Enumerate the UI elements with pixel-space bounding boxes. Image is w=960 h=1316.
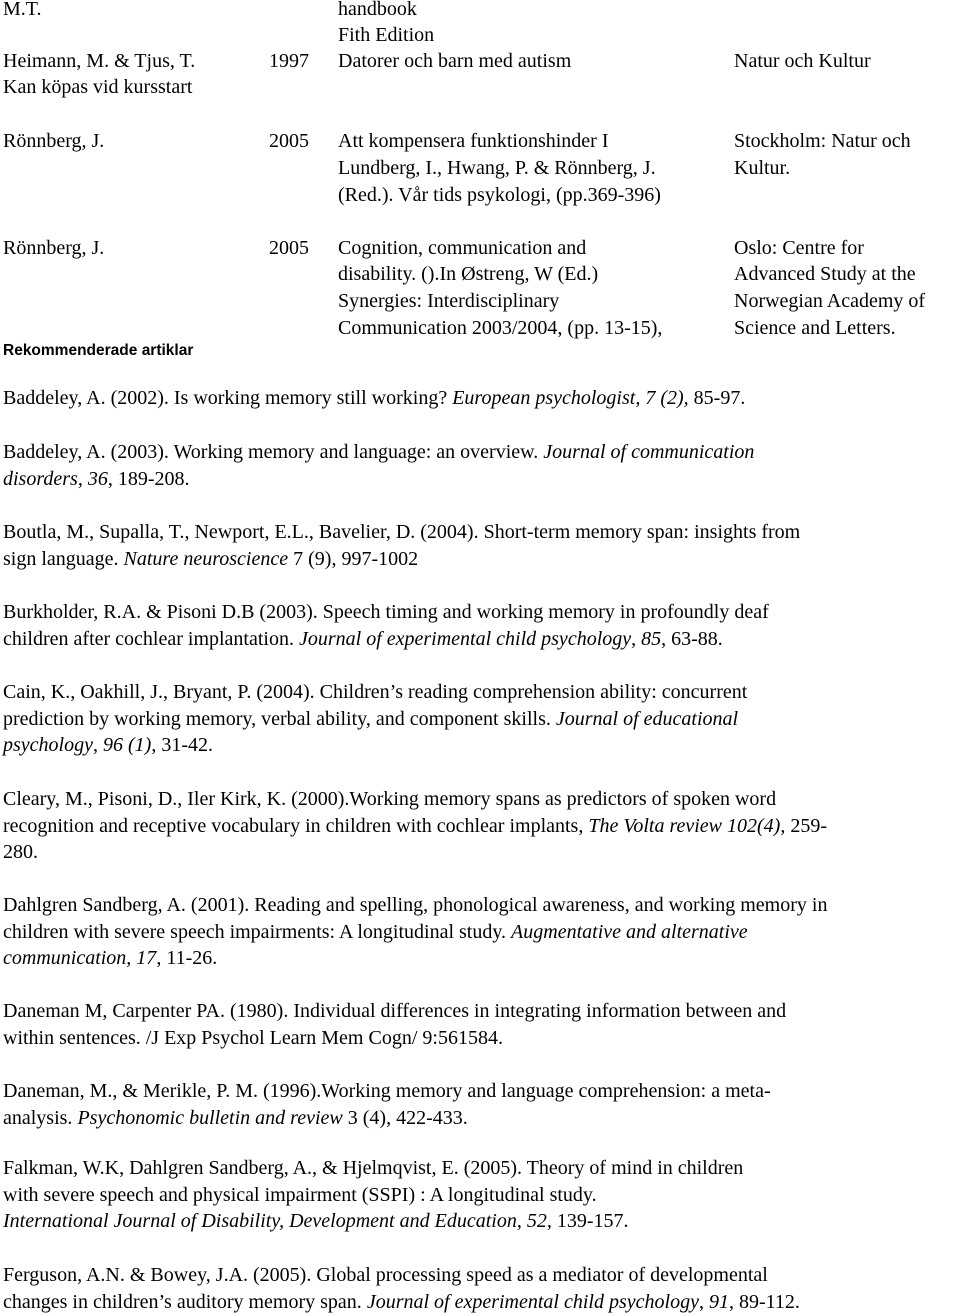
- title-line: (Red.). Vår tids psykologi, (pp.369-396): [338, 184, 661, 206]
- reference-text: Cleary, M., Pisoni, D., Iler Kirk, K. (2000).Working memory spans as predictors of spoken word: [3, 788, 777, 810]
- publisher-line: Kultur.: [734, 157, 791, 179]
- reference-text: Baddeley, A. (2003). Working memory and language: an overview.: [3, 441, 544, 463]
- italic-text: psychology: [3, 734, 93, 757]
- title-line: Communication 2003/2004, (pp. 13-15),: [338, 317, 663, 339]
- reference-entry: [3, 1262, 960, 1315]
- reference-text: Burkholder, R.A. & Pisoni D.B (2003). Speech timing and working memory in profoundly deaf: [3, 601, 769, 623]
- italic-text: Journal of communication: [543, 441, 755, 463]
- reference-text: children with severe speech impairments: A longitudinal study.: [3, 920, 512, 943]
- italic-text: Psychonomic bulletin and review: [77, 1106, 343, 1129]
- reference-text: ,: [631, 627, 642, 650]
- reference-text: changes in children’s auditory memory span.: [3, 1290, 367, 1313]
- italic-text: disorders, 36: [3, 467, 108, 490]
- reference-line: [3, 1182, 960, 1209]
- italic-text: 85: [641, 627, 662, 650]
- italic-text: Nature neuroscience: [123, 547, 289, 570]
- author-line: Heimann, M. & Tjus, T.: [3, 50, 196, 72]
- reference-line: [3, 892, 960, 919]
- publisher-line: Natur och Kultur: [734, 50, 871, 72]
- reference-line: [3, 839, 960, 866]
- year-cell: 2005: [269, 237, 309, 259]
- reference-entry: [3, 599, 960, 652]
- reference-entry: [3, 679, 960, 759]
- reference-line: [3, 1105, 960, 1132]
- reference-text: Ferguson, A.N. & Bowey, J.A. (2005). Global processing speed as a mediator of developmental: [3, 1264, 768, 1286]
- reference-line: [3, 385, 960, 412]
- reference-entry: [3, 892, 960, 972]
- publisher-line: Stockholm: Natur och: [734, 130, 911, 152]
- author-line: M.T.: [3, 0, 42, 20]
- author-line: Rönnberg, J.: [3, 237, 105, 259]
- reference-line: [3, 546, 960, 573]
- reference-text: sign language.: [3, 547, 124, 570]
- italic-text: communication, 17: [3, 947, 157, 970]
- reference-text: , 11-26.: [156, 947, 218, 970]
- reference-line: [3, 1155, 960, 1182]
- reference-entry: [3, 1078, 960, 1131]
- title-line: Att kompensera funktionshinder I: [338, 130, 609, 152]
- reference-text: Boutla, M., Supalla, T., Newport, E.L., Bavelier, D. (2004). Short-term memory span: insights from: [3, 521, 801, 543]
- reference-text: Falkman, W.K, Dahlgren Sandberg, A., & Hjelmqvist, E. (2005). Theory of mind in children: [3, 1157, 744, 1179]
- publisher-line: Norwegian Academy of: [734, 290, 926, 312]
- reference-text: , 31-42.: [151, 734, 213, 757]
- reference-line: [3, 706, 960, 733]
- italic-text: International Journal of Disability, Development and Education, 52,: [3, 1210, 552, 1233]
- author-line: Rönnberg, J.: [3, 130, 105, 152]
- reference-text: 139-157.: [551, 1210, 629, 1233]
- reference-text: , 89-112.: [728, 1290, 800, 1313]
- reference-line: [3, 466, 960, 493]
- reference-text: Baddeley, A. (2002). Is working memory still working?: [3, 387, 453, 409]
- reference-text: Cain, K., Oakhill, J., Bryant, P. (2004). Children’s reading comprehension ability: concurrent: [3, 681, 748, 703]
- italic-text: Journal of educational: [555, 707, 739, 730]
- reference-line: [3, 732, 960, 759]
- reference-line: [3, 599, 960, 626]
- reference-line: [3, 519, 960, 546]
- reference-line: [3, 1078, 960, 1105]
- reference-text: 259-: [785, 814, 828, 837]
- year-cell: 1997: [269, 50, 309, 72]
- reference-entry: [3, 786, 960, 866]
- italic-text: 91: [708, 1290, 729, 1313]
- year-cell: 2005: [269, 130, 309, 152]
- reference-line: [3, 998, 960, 1025]
- reference-text: recognition and receptive vocabulary in children with cochlear implants,: [3, 814, 589, 837]
- reference-line: [3, 1289, 960, 1316]
- section-heading: Rekommenderade artiklar: [3, 342, 194, 359]
- italic-text: Journal of experimental child psychology: [298, 627, 632, 650]
- reference-line: [3, 813, 960, 840]
- reference-text: 3 (4), 422-433.: [342, 1106, 468, 1129]
- reference-text: , 189-208.: [107, 467, 190, 490]
- reference-entry: [3, 385, 960, 412]
- reference-entry: [3, 439, 960, 492]
- title-line: disability. ().In Østreng, W (Ed.): [338, 263, 599, 285]
- author-line: Kan köpas vid kursstart: [3, 76, 193, 98]
- publisher-line: Science and Letters.: [734, 317, 896, 339]
- reference-line: [3, 1025, 960, 1052]
- reference-line: [3, 786, 960, 813]
- publisher-line: Advanced Study at the: [734, 263, 916, 285]
- reference-line: [3, 1262, 960, 1289]
- publisher-line: Oslo: Centre for: [734, 237, 864, 259]
- reference-text: Daneman M, Carpenter PA. (1980). Individual differences in integrating information between and: [3, 1000, 787, 1022]
- reference-text: , 63-88.: [661, 627, 723, 650]
- italic-text: 96 (1): [102, 734, 152, 757]
- reference-entry: [3, 519, 960, 572]
- reference-text: ,: [698, 1290, 709, 1313]
- reference-text: within sentences. /J Exp Psychol Learn Mem Cogn/ 9:561584.: [3, 1026, 503, 1049]
- reference-text: children after cochlear implantation.: [3, 627, 299, 650]
- reference-text: 85-97.: [688, 387, 746, 409]
- reference-line: [3, 439, 960, 466]
- italic-text: Journal of experimental child psychology: [366, 1290, 699, 1313]
- reference-text: prediction by working memory, verbal ability, and component skills.: [3, 707, 556, 730]
- title-line: Lundberg, I., Hwang, P. & Rönnberg, J.: [338, 157, 656, 179]
- reference-text: 280.: [3, 841, 38, 864]
- reference-line: [3, 1208, 960, 1235]
- title-line: Datorer och barn med autism: [338, 50, 572, 72]
- title-line: Cognition, communication and: [338, 237, 587, 259]
- italic-text: European psychologist, 7 (2),: [452, 387, 689, 409]
- title-line: Synergies: Interdisciplinary: [338, 290, 560, 312]
- reference-text: Dahlgren Sandberg, A. (2001). Reading and spelling, phonological awareness, and working memory in: [3, 894, 828, 916]
- reference-text: Daneman, M., & Merikle, P. M. (1996).Working memory and language comprehension: a meta-: [3, 1080, 771, 1102]
- italic-text: The Volta review 102(4),: [588, 814, 786, 837]
- reference-text: 7 (9), 997-1002: [288, 547, 419, 570]
- reference-line: [3, 626, 960, 653]
- reference-text: analysis.: [3, 1106, 78, 1129]
- reference-entry: [3, 998, 960, 1051]
- italic-text: Augmentative and alternative: [511, 920, 748, 943]
- reference-line: [3, 945, 960, 972]
- reference-text: ,: [92, 734, 103, 757]
- title-line: Fith Edition: [338, 24, 435, 46]
- reference-line: [3, 919, 960, 946]
- reference-text: with severe speech and physical impairment (SSPI) : A longitudinal study.: [3, 1183, 597, 1206]
- title-line: handbook: [338, 0, 417, 20]
- reference-entry: [3, 1155, 960, 1235]
- reference-line: [3, 679, 960, 706]
